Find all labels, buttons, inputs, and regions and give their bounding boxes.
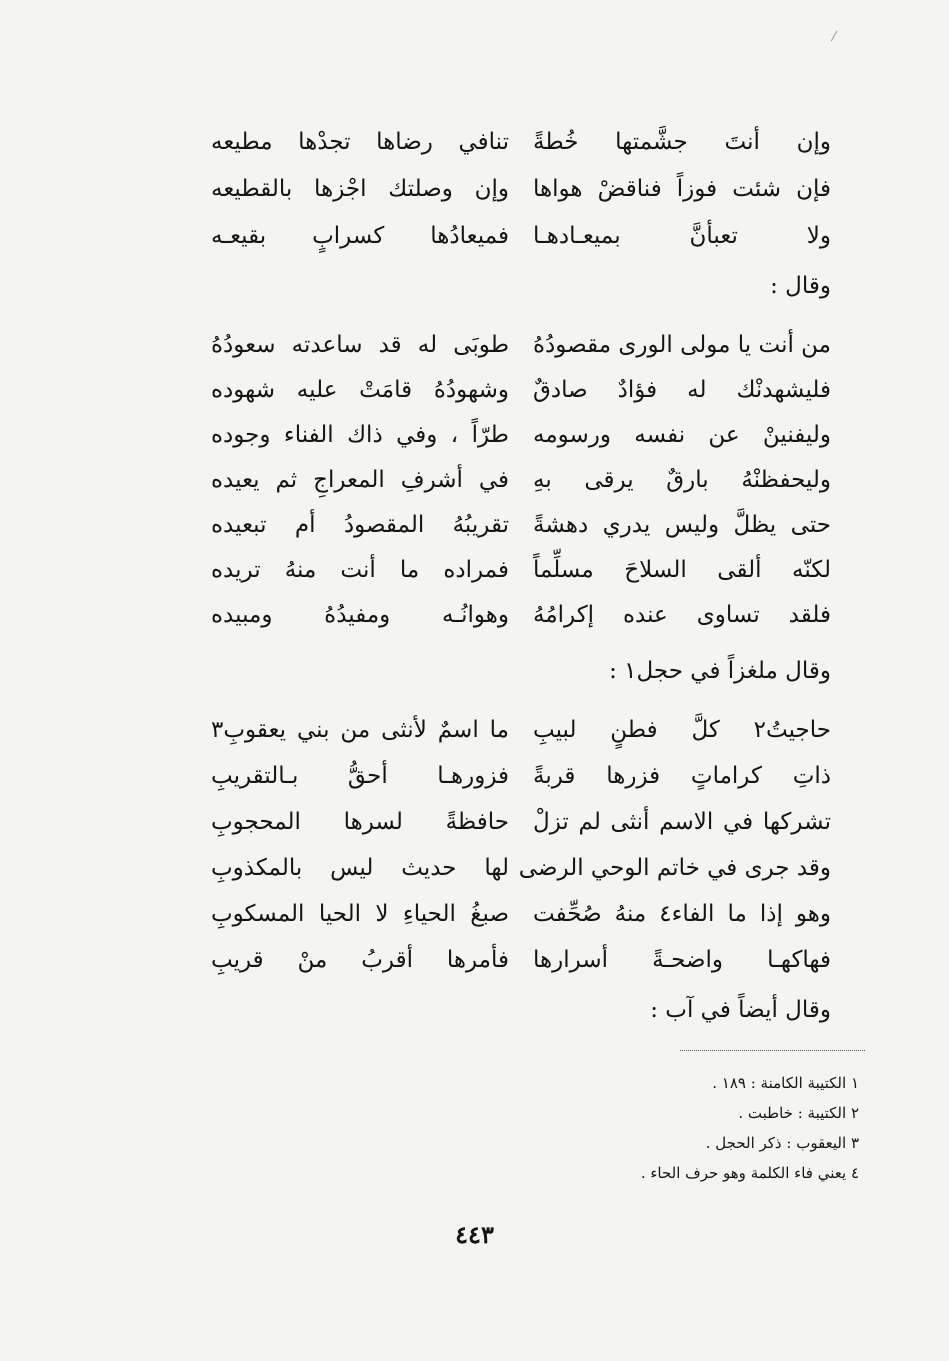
verse-second-hemistich: وهوانُـه ومفيدُهُ ومبيده (211, 602, 509, 628)
verse-line (211, 460, 831, 500)
verse-line (211, 848, 831, 888)
footnote: ٣ اليعقوب : ذكر الحجل . (705, 1134, 859, 1152)
verse-first-hemistich: وقد جرى في خاتم الوحي الرضى (518, 855, 831, 881)
verse-first-hemistich: ولا تعبأنَّ بميعـادهـا (533, 223, 831, 249)
verse-line (211, 756, 831, 796)
verse-first-hemistich: لكنّه ألقى السلاحَ مسلِّماً (533, 557, 831, 583)
footnote: ٤ يعني فاء الكلمة وهو حرف الحاء . (640, 1164, 859, 1182)
verse-second-hemistich: وإن وصلتك اجْزها بالقطيعه (211, 176, 509, 202)
verse-line (211, 415, 831, 455)
verse-line (211, 216, 831, 256)
verse-second-hemistich: حافظةً لسرها المحجوبِ (211, 809, 509, 835)
footnote: ١ الكتيبة الكامنة : ١٨٩ . (712, 1074, 859, 1092)
verse-second-hemistich: في أشرفِ المعراجِ ثم يعيده (211, 467, 509, 493)
verse-first-hemistich: فلقد تساوى عنده إكرامُهُ (533, 602, 831, 628)
verse-first-hemistich: فليشهدنْك له فؤادٌ صادقٌ (533, 377, 831, 403)
section-heading: وقال ملغزاً في حجل١ : (609, 658, 831, 684)
verse-second-hemistich: طوبَى له قد ساعدته سعودُهُ (211, 332, 509, 358)
verse-first-hemistich: وليفنينْ عن نفسه ورسومه (533, 422, 831, 448)
verse-second-hemistich: صبغُ الحياءِ لا الحيا المسكوبِ (211, 901, 509, 927)
section-heading: وقال أيضاً في آب : (650, 997, 831, 1023)
page-number: ٤٤٣ (455, 1220, 494, 1249)
footnote-divider (680, 1050, 865, 1051)
verse-line (211, 325, 831, 365)
section-heading: وقال : (770, 273, 831, 299)
verse-line (211, 595, 831, 635)
verse-first-hemistich: ذاتِ كراماتٍ فزرها قربةً (533, 763, 831, 789)
verse-first-hemistich: وهو إذا ما الفاء٤ منهُ صُحِّفت (533, 901, 831, 927)
verse-second-hemistich: ما اسمٌ لأنثى من بني يعقوبِ٣ (211, 717, 509, 743)
verse-second-hemistich: فميعادُها كسرابٍ بقيعـه (211, 223, 509, 249)
verse-line (211, 940, 831, 980)
verse-first-hemistich: حاجيتُ٢ كلَّ فطنٍ لبيبِ (533, 717, 831, 743)
verse-line (211, 710, 831, 750)
verse-second-hemistich: تنافي رضاها تجدْها مطيعه (211, 129, 509, 155)
verse-first-hemistich: وليحفظنْهُ بارقٌ يرقى بهِ (533, 467, 831, 493)
verse-first-hemistich: فإن شئت فوزاً فناقضْ هواها (533, 176, 831, 202)
margin-pencil-mark (831, 31, 845, 46)
verse-second-hemistich: لها حديث ليس بالمكذوبِ (211, 855, 509, 881)
verse-line (211, 802, 831, 842)
verse-first-hemistich: من أنت يا مولى الورى مقصودُهُ (532, 332, 831, 358)
verse-second-hemistich: فمراده ما أنت منهُ تريده (211, 557, 509, 583)
footnote: ٢ الكتيبة : خاطبت . (738, 1104, 859, 1122)
verse-first-hemistich: وإن أنتَ جشَّمتها خُطةً (533, 129, 831, 155)
verse-second-hemistich: فزورهـا أحقُّ بـالتقريبِ (211, 763, 509, 789)
verse-line (211, 505, 831, 545)
verse-second-hemistich: طرّاً ، وفي ذاك الفناء وجوده (211, 422, 509, 448)
verse-first-hemistich: تشركها في الاسم أنثى لم تزلْ (533, 809, 831, 835)
verse-first-hemistich: حتى يظلَّ وليس يدري دهشةً (533, 512, 831, 538)
verse-second-hemistich: فأمرها أقربُ منْ قريبِ (211, 947, 509, 973)
verse-second-hemistich: تقريبُهُ المقصودُ أم تبعيده (211, 512, 509, 538)
verse-line (211, 550, 831, 590)
verse-first-hemistich: فهاكهـا واضحـةً أسرارها (533, 947, 831, 973)
verse-line (211, 169, 831, 209)
verse-line (211, 122, 831, 162)
verse-line (211, 894, 831, 934)
verse-line (211, 370, 831, 410)
verse-second-hemistich: وشهودُهُ قامَتْ عليه شهوده (211, 377, 509, 403)
